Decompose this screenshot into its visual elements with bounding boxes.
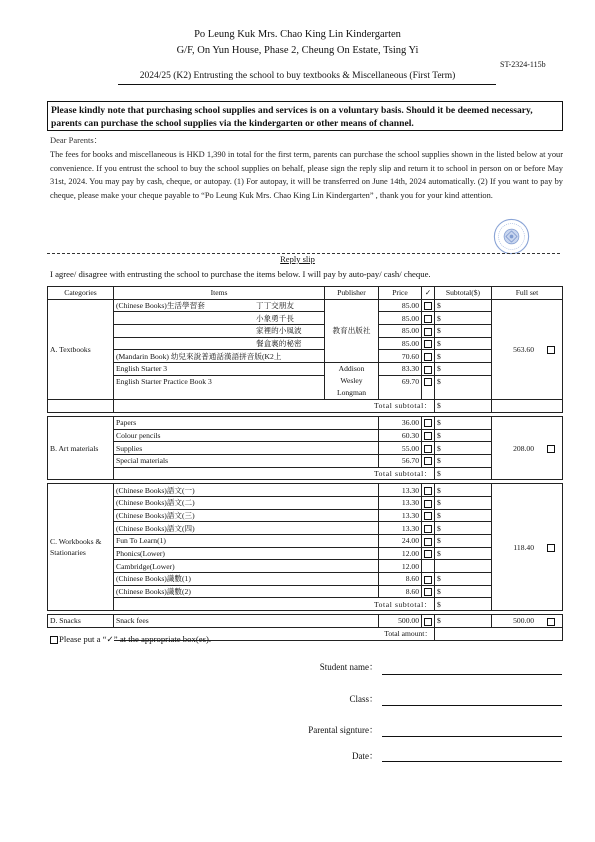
header-price: Price	[379, 287, 422, 300]
subtotal-cell[interactable]: $	[435, 350, 492, 363]
item-cell: Colour pencils	[114, 429, 379, 442]
tick-checkbox[interactable]	[422, 454, 435, 467]
price-cell: 13.30	[379, 484, 422, 497]
tick-checkbox[interactable]	[422, 337, 435, 350]
tick-checkbox[interactable]	[422, 484, 435, 497]
price-cell: 85.00	[379, 325, 422, 338]
item-cell: Fun To Learn(1)	[114, 535, 379, 548]
subtotal-cell[interactable]: $	[435, 400, 492, 413]
subtotal-row	[48, 467, 563, 480]
subtotal-cell[interactable]: $	[435, 454, 492, 467]
category-snacks: D. Snacks	[48, 615, 114, 628]
fullset-textbooks: 563.60	[492, 299, 563, 399]
subtotal-cell[interactable]: $	[435, 363, 492, 376]
price-cell: 83.30	[379, 363, 422, 376]
price-cell: 13.30	[379, 522, 422, 535]
header-categories: Categories	[48, 287, 114, 300]
table-header-row	[48, 287, 563, 300]
date-label: Date：	[352, 751, 378, 761]
table-row	[48, 615, 563, 628]
table-row	[48, 547, 563, 560]
subtotal-cell[interactable]: $	[435, 535, 492, 548]
item-cell	[114, 312, 325, 325]
table-row	[48, 416, 563, 429]
table-row	[48, 496, 563, 509]
fullset-workbooks: 118.40	[492, 484, 563, 611]
subtotal-cell[interactable]: $	[435, 585, 492, 598]
subtotal-cell[interactable]: $	[435, 509, 492, 522]
subtotal-cell[interactable]: $	[435, 299, 492, 312]
table-row	[48, 535, 563, 548]
subtotal-cell[interactable]: $	[435, 337, 492, 350]
price-cell: 12.00	[379, 547, 422, 560]
item-cell	[114, 325, 325, 338]
tick-checkbox[interactable]	[422, 442, 435, 455]
item-cell: Cambridge(Lower)	[114, 560, 379, 573]
subtotal-cell[interactable]: $	[435, 375, 492, 399]
tick-checkbox[interactable]	[422, 312, 435, 325]
table-row	[48, 312, 563, 325]
price-cell: 60.30	[379, 429, 422, 442]
item-cell: Snack fees	[114, 615, 379, 628]
reply-slip-heading: Reply slip	[280, 254, 315, 264]
table-row	[48, 429, 563, 442]
student-name-label: Student name：	[319, 662, 378, 672]
item-cell: Supplies	[114, 442, 379, 455]
item-right: 家裡的小風波	[256, 326, 302, 336]
voluntary-notice: Please kindly note that purchasing school supplies and services is on a voluntary basis. Should it be deemed necessary, parents can purchase the school supplies via the kindergarten or other means of channel.	[47, 101, 563, 131]
greeting: Dear Parents：	[50, 135, 103, 145]
table-row	[48, 325, 563, 338]
tick-checkbox[interactable]	[422, 496, 435, 509]
subtotal-cell[interactable]: $	[435, 416, 492, 429]
school-name: Po Leung Kuk Mrs. Chao King Lin Kindergarten	[194, 29, 401, 40]
subtotal-cell[interactable]: $	[435, 442, 492, 455]
price-cell: 85.00	[379, 312, 422, 325]
student-name-field[interactable]	[382, 674, 562, 675]
table-row	[48, 585, 563, 598]
table-row	[48, 522, 563, 535]
category-art-materials: B. Art materials	[48, 416, 114, 479]
total-amount-field[interactable]	[435, 627, 563, 640]
tick-checkbox[interactable]	[422, 615, 435, 628]
header-tick: ✓	[422, 287, 435, 300]
tick-cell-empty	[422, 560, 435, 573]
price-cell: 8.60	[379, 573, 422, 586]
subtotal-cell[interactable]: $	[435, 496, 492, 509]
fullset-snacks: 500.00	[492, 615, 563, 628]
tick-checkbox[interactable]	[422, 509, 435, 522]
price-cell: 8.60	[379, 585, 422, 598]
item-cell: English Starter 3	[114, 363, 325, 376]
fullset-art: 208.00	[492, 416, 563, 479]
item-cell: (Chinese Books)語文(一)	[114, 484, 379, 497]
instruction-box-icon	[50, 636, 58, 644]
table-row	[48, 375, 563, 387]
price-cell: 55.00	[379, 442, 422, 455]
table-row	[48, 454, 563, 467]
tick-checkbox[interactable]	[422, 375, 435, 399]
tick-checkbox[interactable]	[422, 573, 435, 586]
tick-checkbox[interactable]	[422, 547, 435, 560]
tick-checkbox[interactable]	[422, 429, 435, 442]
subtotal-cell[interactable]: $	[435, 312, 492, 325]
fullset-checkbox[interactable]	[547, 445, 555, 453]
table-row	[48, 337, 563, 350]
total-amount-label: Total amount：	[114, 627, 435, 640]
subtotal-cell[interactable]: $	[435, 547, 492, 560]
supplies-table	[47, 286, 563, 641]
total-subtotal-label: Total subtotal：	[114, 467, 435, 480]
publisher-cell: Addison Wesley Longman	[325, 363, 379, 400]
item-left: (Chinese Books)生活學習套	[116, 301, 205, 311]
total-subtotal-label: Total subtotal：	[114, 400, 435, 413]
category-workbooks: C. Workbooks & Stationaries	[48, 484, 114, 611]
header-publisher: Publisher	[325, 287, 379, 300]
price-cell: 12.00	[379, 560, 422, 573]
table-row	[48, 560, 563, 573]
fullset-checkbox[interactable]	[547, 346, 555, 354]
subtotal-cell[interactable]: $	[435, 467, 492, 480]
price-cell: 13.30	[379, 509, 422, 522]
header-subtotal: Subtotal($)	[435, 287, 492, 300]
tick-instruction	[50, 634, 211, 645]
table-row	[48, 299, 563, 312]
subtotal-cell[interactable]: $	[435, 573, 492, 586]
subtotal-cell[interactable]: $	[435, 615, 492, 628]
item-cell: (Chinese Books)語文(二)	[114, 496, 379, 509]
class-label: Class：	[349, 694, 378, 704]
item-cell	[114, 299, 325, 312]
school-seal-icon	[493, 218, 530, 255]
document-title: 2024/25 (K2) Entrusting the school to buy textbooks & Miscellaneous (First Term)	[139, 71, 456, 81]
item-cell	[114, 337, 325, 350]
title-underline	[118, 84, 496, 85]
price-cell: 70.60	[379, 350, 422, 363]
table-row	[48, 350, 563, 363]
date-field[interactable]	[382, 761, 562, 762]
tick-checkbox[interactable]	[422, 299, 435, 312]
item-right: 丁丁交朋友	[256, 301, 294, 311]
subtotal-cell[interactable]: $	[435, 598, 492, 611]
school-address: G/F, On Yun House, Phase 2, Cheung On Estate, Tsing Yi	[176, 45, 419, 56]
table-row	[48, 573, 563, 586]
subtotal-row	[48, 400, 563, 413]
tick-checkbox[interactable]	[422, 522, 435, 535]
item-cell: (Chinese Books)語文(四)	[114, 522, 379, 535]
subtotal-cell[interactable]: $	[435, 325, 492, 338]
table-row	[48, 363, 563, 376]
parental-signature-field[interactable]	[382, 736, 562, 737]
header-fullset: Full set	[492, 287, 563, 300]
tick-checkbox[interactable]	[422, 325, 435, 338]
subtotal-cell[interactable]: $	[435, 484, 492, 497]
price-cell: 85.00	[379, 337, 422, 350]
tick-checkbox[interactable]	[422, 416, 435, 429]
subtotal-row	[48, 598, 563, 611]
item-right: 餐盒裏的秘密	[256, 339, 302, 349]
agreement-statement: I agree/ disagree with entrusting the school to purchase the items below. I will pay by auto-pay/ cash/ cheque.	[50, 269, 431, 279]
price-cell: 69.70	[379, 375, 422, 399]
table-row	[48, 509, 563, 522]
category-textbooks: A. Textbooks	[48, 299, 114, 399]
item-cell: Special materials	[114, 454, 379, 467]
tick-checkbox[interactable]	[422, 350, 435, 363]
tick-checkbox[interactable]	[422, 585, 435, 598]
item-cell: (Chinese Books)識數(1)	[114, 573, 379, 586]
subtotal-cell-empty	[435, 560, 492, 573]
tick-checkbox[interactable]	[422, 535, 435, 548]
item-cell: Papers	[114, 416, 379, 429]
publisher-cell: 教育出版社	[325, 299, 379, 362]
table-row	[48, 484, 563, 497]
header-items: Items	[114, 287, 325, 300]
price-cell: 500.00	[379, 615, 422, 628]
class-field[interactable]	[382, 705, 562, 706]
item-cell: (Chinese Books)識數(2)	[114, 585, 379, 598]
item-right: 小象勇千長	[256, 313, 294, 323]
document-code: ST-2324-115b	[500, 60, 546, 69]
price-cell: 36.00	[379, 416, 422, 429]
tick-checkbox[interactable]	[422, 363, 435, 376]
total-subtotal-label: Total subtotal：	[114, 598, 435, 611]
price-cell: 13.30	[379, 496, 422, 509]
body-paragraph: The fees for books and miscellaneous is HKD 1,390 in total for the first term, parents can purchase the school supplies shown in the listed below at your convenience. If you entrust the school to buy the school supplies on behalf, please sign the reply slip and return it to school in person on or before May 31st, 2024. You may pay by cash, cheque, or autopay. (1) For autopay, it will be transferred on June 14th, 2024 automatically. (2) If you want to pay by cheque, please make your cheque payable to “Po Leung Kuk Mrs. Chao King Lin Kindergarten” , thank you for your kind attention.	[50, 150, 563, 200]
price-cell: 24.00	[379, 535, 422, 548]
item-cell: (Chinese Books)語文(三)	[114, 509, 379, 522]
parental-signature-label: Parental signture：	[308, 725, 378, 735]
fullset-checkbox[interactable]	[547, 544, 555, 552]
item-cell: English Starter Practice Book 3	[114, 375, 325, 399]
table-row	[48, 442, 563, 455]
subtotal-cell[interactable]: $	[435, 522, 492, 535]
fullset-checkbox[interactable]	[547, 618, 555, 626]
price-cell: 85.00	[379, 299, 422, 312]
price-cell: 56.70	[379, 454, 422, 467]
tick-instruction-text: Please put a “✓” at the appropriate box(es).	[59, 634, 212, 644]
item-cell: (Mandarin Book) 幼兒來說普通話漢語拼音版(K2上	[114, 350, 325, 363]
item-cell: Phonics(Lower)	[114, 547, 379, 560]
subtotal-cell[interactable]: $	[435, 429, 492, 442]
